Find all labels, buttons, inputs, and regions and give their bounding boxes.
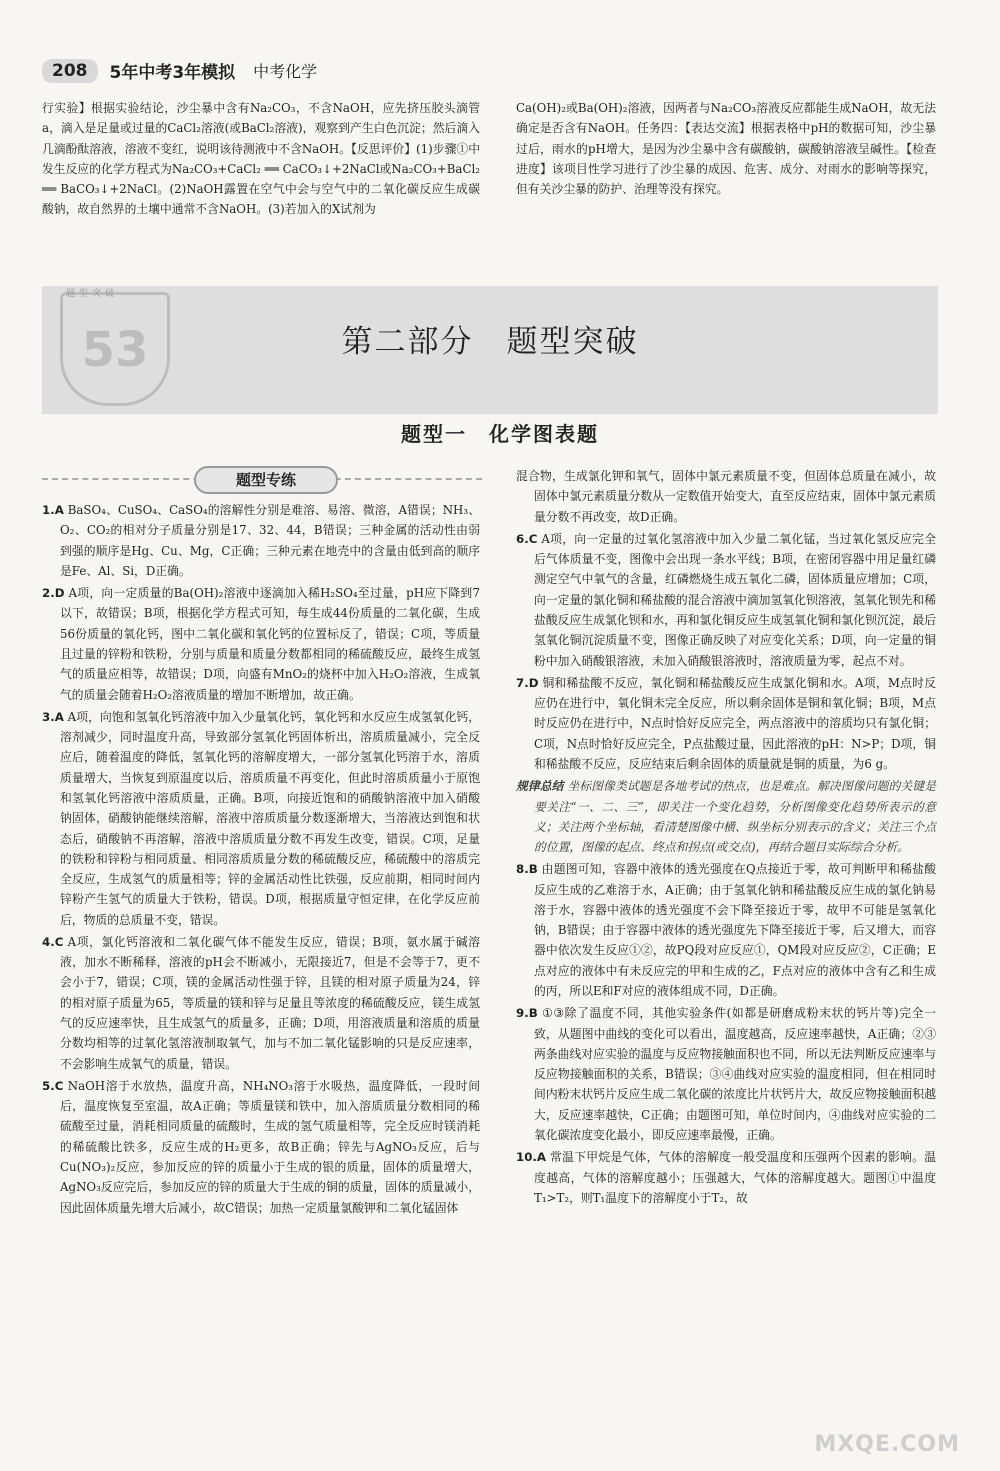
banner-tag: 题型突破 bbox=[66, 289, 119, 299]
answer-text: ①③除了温度不同，其他实验条件(如都是研磨成粉末状的钙片等)完全一致，从题图中曲线的变化可以看出，温度越高，反应速率越快，A正确；②③两条曲线对应实验的温度与反应物接触面积也不同，所以无法判断反应速率与反应物接触面积的关系，B错误；③④曲线对应实验的温度相同，但在相同时间内粉末状钙片反应生成二氧化碳的浓度比片状钙片大，故反应物接触面积越大，反应速率越快，C正确；由题图可知，单位时间内，④曲线对应实验的二氧化碳浓度变化最小，即反应速率最慢，正确。 bbox=[534, 1006, 937, 1142]
section-title: 题型一 化学图表题 bbox=[401, 422, 599, 446]
paragraph-text: 行实验】根据实验结论，沙尘暴中含有Na₂CO₃，不含NaOH，应先挤压胶头滴管a，滴入是足量或过量的CaCl₂溶液(或BaCl₂溶液)，观察到产生白色沉淀；然后滴入几滴酚酞溶液，溶液不变红，说明该待测液中不含NaOH。【反思评价】(1)步骤①中发生反应的化学方程式为Na₂CO₃+CaCl₂ ══ CaCO₃↓+2NaCl或Na₂CO₃+BaCl₂ ══ BaCO₃↓+2NaCl。(2)NaOH露置在空气中会与空气中的二氧化碳反应生成碳酸钠，故自然界的土壤中通常不含NaOH。(3)若加入的X试剂为 bbox=[42, 101, 480, 217]
paragraph-text: Ca(OH)₂或Ba(OH)₂溶液，因两者与Na₂CO₃溶液反应都能生成NaOH，故无法确定是否含有NaOH。任务四：【表达交流】根据表格中pH的数据可知，沙尘暴过后，雨水的pH增大，是因为沙尘暴中含有碳酸钠，碳酸钠溶液呈碱性。【检查进度】该项目性学习进行了沙尘暴的成因、危害、成分、对雨水的影响等探究，但有关沙尘暴的防护、治理等没有探究。 bbox=[516, 101, 936, 197]
answer-number: 2.D bbox=[42, 586, 65, 601]
answer-number: 6.C bbox=[516, 531, 538, 546]
banner-title: 第二部分 题型突破 bbox=[341, 324, 639, 360]
answer-item bbox=[516, 859, 936, 1001]
answer-number: 5.C bbox=[42, 1078, 64, 1093]
book-title: 5年中考3年模拟 bbox=[109, 63, 236, 83]
answer-item bbox=[42, 1076, 480, 1218]
answer-number: 3.A bbox=[42, 709, 64, 724]
answer-number: 1.A bbox=[42, 503, 64, 517]
drill-header bbox=[42, 466, 482, 492]
answer-number: 10.A bbox=[516, 1150, 547, 1165]
answer-item bbox=[516, 776, 936, 857]
answer-number: 9.B bbox=[516, 1006, 538, 1021]
answer-text: 混合物，生成氯化钾和氧气，固体中氯元素质量不变，但固体总质量在减小，故固体中氯元素质量分数从一定数值开始变大，直至反应结束，固体中氯元素质量分数不再改变，故D正确。 bbox=[516, 469, 936, 524]
answer-item bbox=[42, 707, 480, 930]
answer-item bbox=[516, 673, 936, 774]
answer-text: NaOH溶于水放热，温度升高，NH₄NO₃溶于水吸热，温度降低，一段时间后，温度恢复至室温，故A正确；等质量镁和铁中，加入溶质质量分数相同的稀硫酸至过量，消耗相同质量的硫酸时，生成的氢气质量相等，完全反应时镁消耗的稀硫酸比铁多，反应生成的H₂更多，故B正确；锌先与AgNO₃反应，后与Cu(NO₃)₂反应，参加反应的锌的质量小于生成的银的质量，固体的质量增大，AgNO₃反应完后，参加反应的锌的质量大于生成的铜的质量，固体的质量减小，因此固体质量先增大后减小，故C错误；加热一定质量氯酸钾和二氧化锰固体 bbox=[60, 1078, 480, 1215]
answer-number: 规律总结 bbox=[516, 779, 564, 794]
answer-item bbox=[516, 529, 936, 671]
answer-item bbox=[42, 500, 480, 581]
subject-label: 中考化学 bbox=[253, 62, 318, 81]
answer-number: 8.B bbox=[516, 862, 538, 877]
watermark: MXQE.COM bbox=[814, 1432, 960, 1457]
drill-label: 题型专练 bbox=[194, 466, 338, 494]
answer-item bbox=[42, 932, 480, 1074]
answer-item bbox=[516, 466, 936, 527]
answer-item bbox=[516, 1003, 936, 1145]
answer-column-right bbox=[516, 466, 936, 1210]
answer-text: A项，氯化钙溶液和二氧化碳气体不能发生反应，错误；B项，氨水属于碱溶液，加水不断稀释，溶液的pH会不断减小，无限接近7，但是不会等于7，更不会小于7，错误；C项，镁的金属活动性强于锌，且镁的相对原子质量为24，锌的相对原子质量为65，等质量的镁和锌与足量且等浓度的稀硫酸反应，镁生成氢气的反应速率快，且生成氢气的质量多，正确；D项，用溶液质量和溶质的质量分数均相等的过氧化氢溶液制取氧气，加与不加二氧化锰影响的只是反应速率，不会影响生成氧气的质量，错误。 bbox=[60, 934, 480, 1071]
answer-column-left bbox=[42, 500, 480, 1220]
page-header bbox=[42, 58, 317, 83]
top-left-paragraph bbox=[42, 98, 480, 220]
answer-item bbox=[516, 1147, 936, 1208]
answer-text: 坐标图像类试题是各地考试的热点，也是难点。解决图像问题的关键是要关注“一、二、三”，即关注一个变化趋势，分析图像变化趋势所表示的意义；关注两个坐标轴，看清楚图像中横、纵坐标分别表示的含义；关注三个点的位置，图像的起点、终点和拐点(或交点)，再结合题目实际综合分析。 bbox=[534, 779, 936, 855]
top-right-paragraph bbox=[516, 98, 936, 199]
page-number: 208 bbox=[42, 59, 98, 83]
part-banner bbox=[42, 286, 938, 414]
answer-text: A项，向饱和氢氧化钙溶液中加入少量氧化钙，氧化钙和水反应生成氢氧化钙，溶剂减少，同时温度升高，导致部分氢氧化钙固体析出，溶质质量减小，完全反应后，随着温度的降低，氢氧化钙的溶解度增大，一部分氢氧化钙溶于水，溶质质量增大，当恢复到原温度以后，溶质质量不再变化，但此时溶质质量小于原饱和氢氧化钙溶液中溶质质量，正确。B项，向接近饱和的硝酸钠溶液中加入硝酸钠固体，硝酸钠能继续溶解，溶液中溶质质量分数逐渐增大，当溶液达到饱和状态后，硝酸钠不再溶解，溶液中溶质质量分数不再发生改变，错误。C项，足量的铁粉和锌粉与相同质量、相同溶质质量分数的稀硫酸反应，稀硫酸中的溶质完全反应，生成氢气的质量相等；锌的金属活动性比铁强，反应前期，相同时间内锌粉产生氢气的质量大于铁粉，错误。D项，根据质量守恒定律，在化学反应前后，物质的总质量不变，错误。 bbox=[60, 709, 481, 927]
answer-number: 7.D bbox=[516, 675, 539, 690]
emblem-text: 53 bbox=[81, 322, 149, 378]
answer-text: BaSO₄、CuSO₄、CaSO₄的溶解性分别是难溶、易溶、微溶，A错误；NH₃、O₂、CO₂的相对分子质量分别是17、32、44，B错误；三种金属的活动性由弱到强的顺序是Hg、Cu、Mg，C正确；三种元素在地壳中的含量由低到高的顺序是Fe、Al、Si，D正确。 bbox=[60, 503, 480, 578]
answer-number: 4.C bbox=[42, 934, 64, 949]
answer-text: 常温下甲烷是气体，气体的溶解度一般受温度和压强两个因素的影响。温度越高，气体的溶解度越小；压强越大，气体的溶解度越大。题图①中温度T₁>T₂，则T₁温度下的溶解度小于T₂，故 bbox=[534, 1150, 936, 1205]
answer-text: 铜和稀盐酸不反应，氧化铜和稀盐酸反应生成氯化铜和水。A项，M点时反应仍在进行中，氧化铜未完全反应，所以剩余固体是铜和氧化铜；B项，M点时反应仍在进行中，N点时恰好反应完全，两点溶液中的溶质均只有氯化铜；C项，N点时恰好反应完全，P点盐酸过量，因此溶液的pH：N>P；D项，铜和稀盐酸不反应，反应结束后剩余固体的质量就是铜的质量，为6 g。 bbox=[534, 675, 936, 771]
answer-text: A项，向一定质量的Ba(OH)₂溶液中逐滴加入稀H₂SO₄至过量，pH应下降到7以下，故错误；B项，根据化学方程式可知，每生成44份质量的二氧化碳，生成56份质量的氧化钙，图中二氧化碳和氧化钙的位置标反了，错误；C项，等质量且过量的锌粉和铁粉，分别与质量和质量分数都相同的稀硫酸反应，最终生成氢气的质量应相等，故错误；D项，向盛有MnO₂的烧杯中加入H₂O₂溶液，生成氧气的质量会随着H₂O₂溶液质量的增加不断增加，故正确。 bbox=[60, 586, 480, 702]
answer-item bbox=[42, 583, 480, 705]
answer-text: 由题图可知，容器中液体的透光强度在Q点接近于零，故可判断甲和稀盐酸反应生成的乙难溶于水，A正确；由于氢氧化钠和稀盐酸反应生成的氯化钠易溶于水，容器中液体的透光强度不会下降至接近于零，故甲不可能是氢氧化钠，B错误；由于容器中液体的透光强度先下降至接近于零，后又增大，而容器中依次发生反应①②，故PQ段对应反应①，QM段对应反应②，C正确；E点对应的液体中有未反应完的甲和生成的乙，F点对应的液体中含有乙和生成的丙，所以E和F对应的液体组成不同，D正确。 bbox=[534, 862, 936, 999]
answer-text: A项，向一定量的过氧化氢溶液中加入少量二氧化锰，当过氧化氢反应完全后气体质量不变，图像中会出现一条水平线；B项，在密闭容器中用足量红磷测定空气中氧气的含量，红磷燃烧生成五氧化二磷，固体质量应增加；C项，向一定量的氯化铜和稀盐酸的混合溶液中滴加氢氧化钡溶液，氢氧化钡先和稀盐酸反应生成氯化钡和水，再和氯化铜反应生成氢氧化铜和氯化钡沉淀，最后氢氧化铜沉淀质量不变，图像正确反映了对应变化关系；D项，向一定量的铜粉中加入硝酸银溶液，未加入硝酸银溶液时，溶液质量为零，起点不对。 bbox=[534, 531, 937, 668]
